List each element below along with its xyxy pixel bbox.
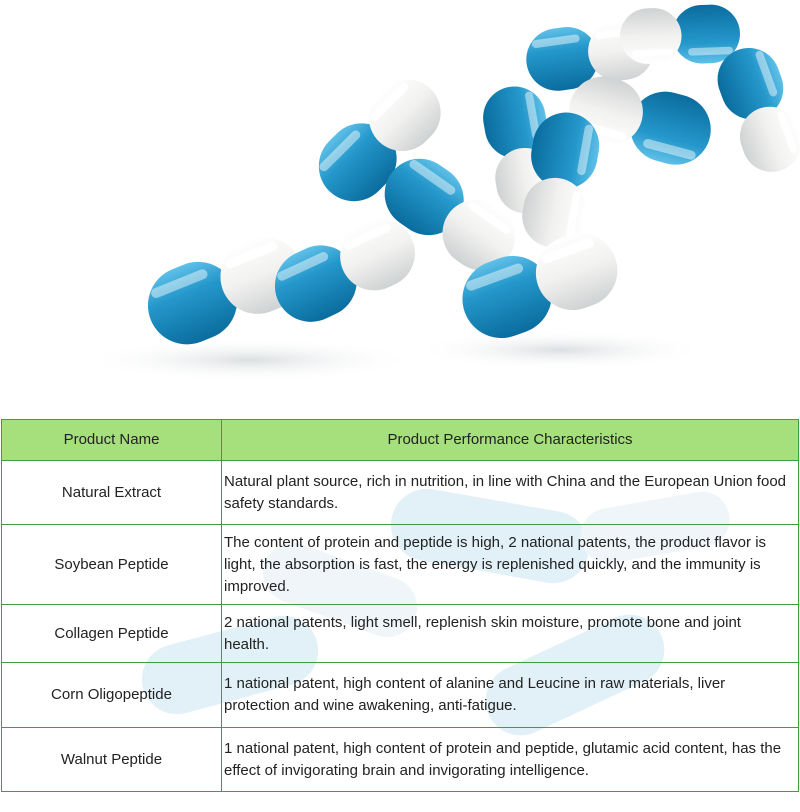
header-product-name: Product Name [2, 420, 222, 461]
product-description-cell: The content of protein and peptide is high, 2 national patents, the product flavor is light, the absorption is fast, the energy is replenished quickly, and the immunity is improved. [222, 525, 799, 605]
product-name-cell: Walnut Peptide [2, 728, 222, 792]
product-name-cell: Corn Oligopeptide [2, 663, 222, 728]
table-row [2, 663, 799, 728]
product-description-cell: 1 national patent, high content of protein and peptide, glutamic acid content, has the effect of invigorating brain and invigorating intelligence. [222, 728, 799, 792]
product-description-cell: Natural plant source, rich in nutrition, in line with China and the European Union food safety standards. [222, 461, 799, 525]
product-description-cell: 2 national patents, light smell, replenish skin moisture, promote bone and joint health. [222, 605, 799, 663]
table-row [2, 525, 799, 605]
product-name-cell: Soybean Peptide [2, 525, 222, 605]
table-row [2, 728, 799, 792]
product-name-cell: Collagen Peptide [2, 605, 222, 663]
table-header-row [2, 420, 799, 461]
product-table [1, 419, 799, 792]
product-name-cell: Natural Extract [2, 461, 222, 525]
table-row [2, 461, 799, 525]
header-performance-characteristics: Product Performance Characteristics [222, 420, 799, 461]
product-description-cell: 1 national patent, high content of alanine and Leucine in raw materials, liver protection and wine awakening, anti-fatigue. [222, 663, 799, 728]
table-row [2, 605, 799, 663]
